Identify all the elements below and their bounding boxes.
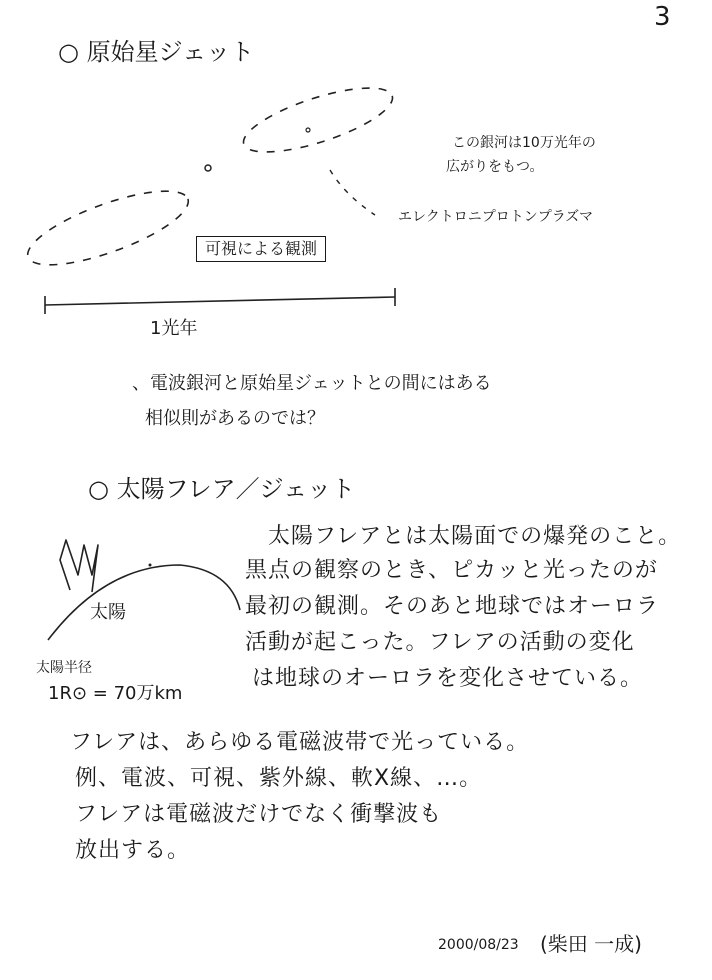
signature-name: (柴田 一成) <box>540 932 642 956</box>
flare-paragraph-line5: は地球のオーロラを変化させている。 <box>252 666 644 691</box>
section-heading-text-2: 太陽フレア／ジェット <box>116 475 356 503</box>
section-heading-solar-flare: ○ 太陽フレア／ジェット <box>88 475 356 503</box>
galaxy-note-line2: 広がりをもつ。 <box>446 159 544 175</box>
question-line1-text: 電波銀河と原始星ジェットとの間にはある <box>150 373 492 394</box>
flare-jet <box>60 540 98 592</box>
section-heading-protostar-jet: ○ 原始星ジェット <box>58 38 255 66</box>
solar-radius-value: 1R⊙ = 70万km <box>48 683 183 704</box>
jet-lobe-upper <box>237 75 399 165</box>
scale-label: 1光年 <box>150 318 198 339</box>
lobe-knot-dot <box>306 128 310 132</box>
flare-dot <box>149 564 152 567</box>
flare-paragraph-line4: 活動が起こった。フレアの活動の変化 <box>245 630 635 655</box>
flare-paragraph-line2: 黒点の観察のとき、ピカッと光ったのが <box>245 558 658 583</box>
page-number: 3 <box>654 2 671 32</box>
flare-note-line2: 例、電波、可視、紫外線、軟X線、…。 <box>75 766 483 791</box>
scale-bar <box>45 297 395 305</box>
question-line1: 、電波銀河と原始星ジェットとの間にはある <box>132 373 492 394</box>
solar-radius-label: 太陽半径 <box>36 660 92 676</box>
sun-limb <box>48 565 240 640</box>
plasma-label: エレクトロニプロトンプラズマ <box>398 209 594 225</box>
section-heading-text: 原始星ジェット <box>86 38 255 66</box>
flare-paragraph-line3: 最初の観測。そのあと地球ではオーロラ <box>245 594 660 619</box>
galaxy-note-line1: この銀河は10万光年の <box>452 135 596 151</box>
plasma-pointer <box>330 170 375 215</box>
question-line2: 相似則があるのでは？ <box>145 408 325 429</box>
flare-note-line4: 放出する。 <box>75 838 191 863</box>
jet-lobe-lower <box>20 176 196 279</box>
flare-note-line1: フレアは、あらゆる電磁波帯で光っている。 <box>70 730 530 755</box>
visible-observation-box: 可視による観測 <box>196 236 326 262</box>
sun-label: 太陽 <box>90 602 126 623</box>
flare-note-line3: フレアは電磁波だけでなく衝撃波も <box>75 802 443 827</box>
signature-date: 2000/08/23 <box>438 937 519 953</box>
central-star-dot <box>205 165 211 171</box>
flare-paragraph-line1: 太陽フレアとは太陽面での爆発のこと。 <box>268 524 682 549</box>
